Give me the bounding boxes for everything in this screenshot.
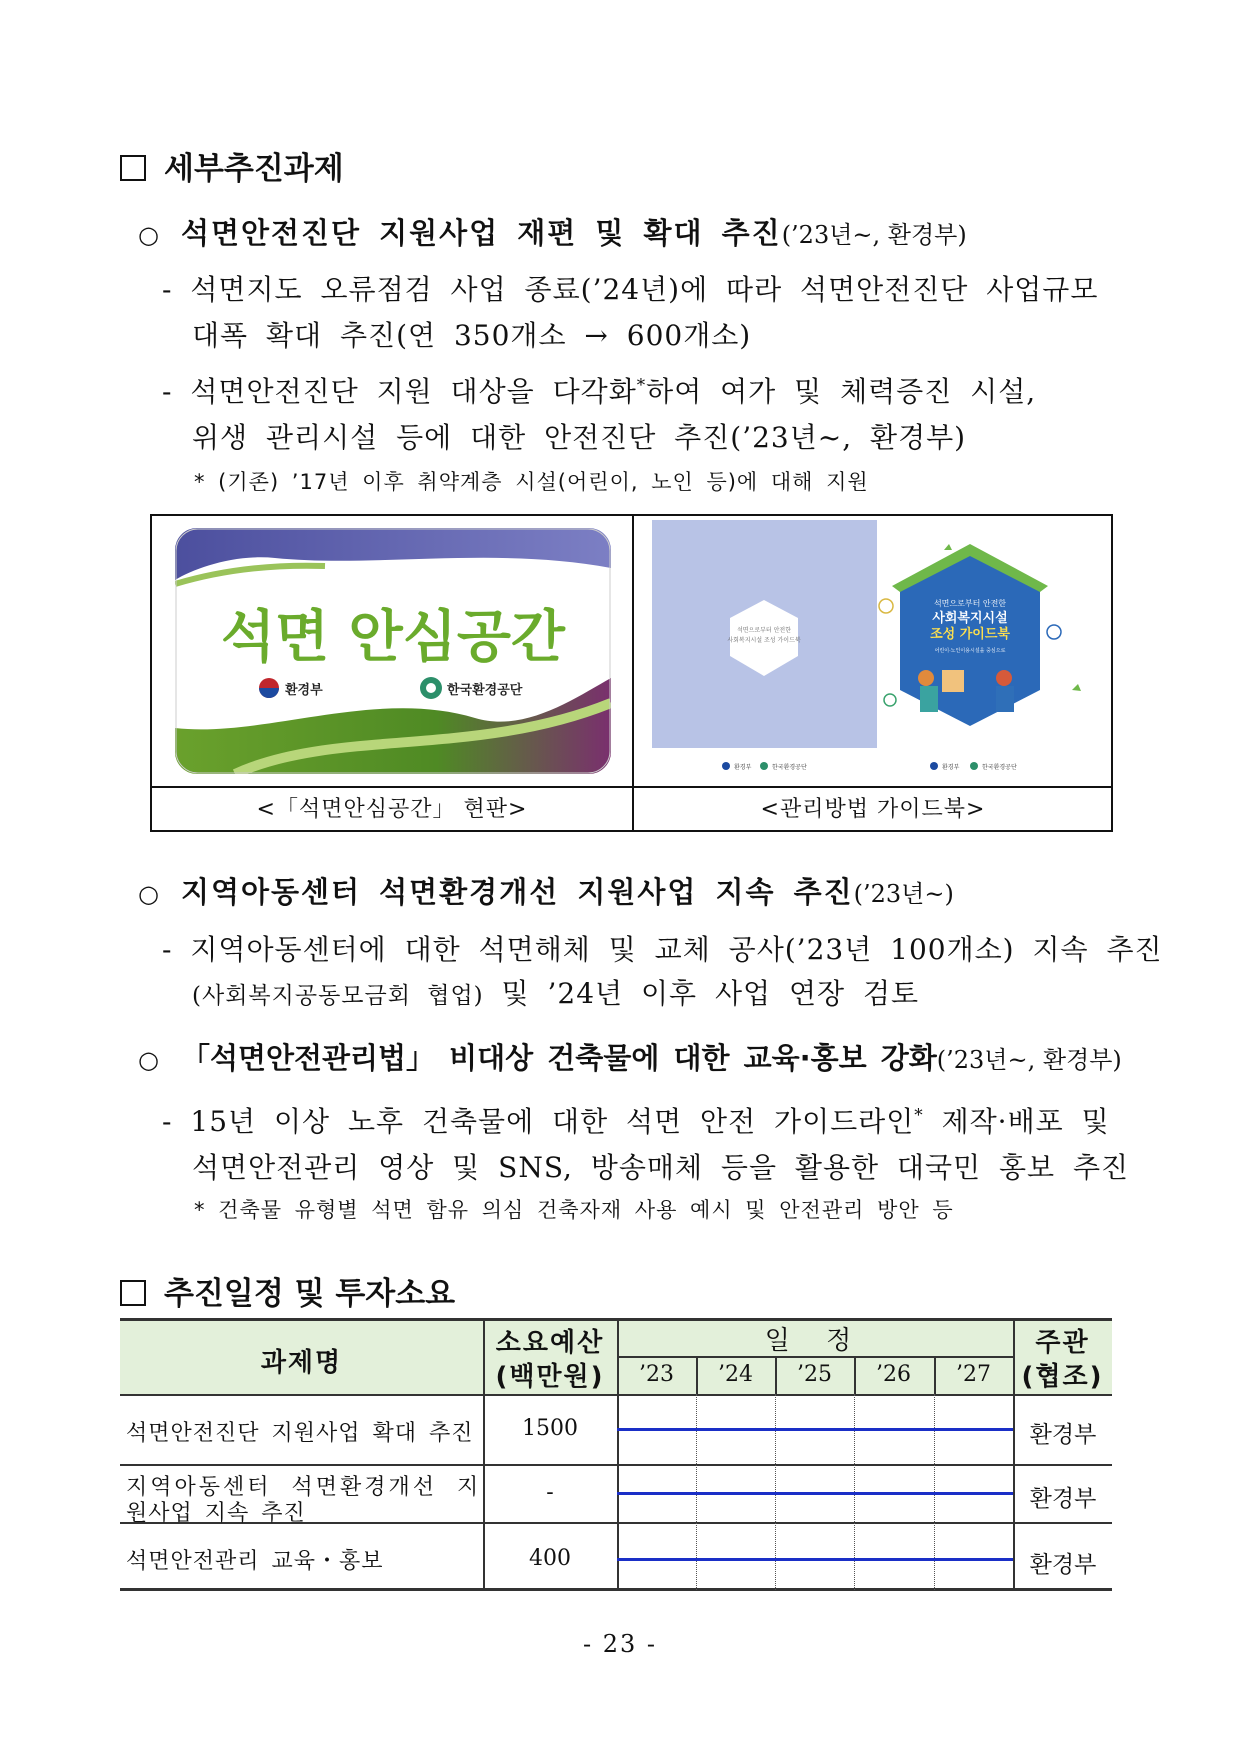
caption-guidebook: <관리방법 가이드북>: [760, 797, 986, 822]
svg-text:사회복지시설: 사회복지시설: [932, 611, 1008, 626]
header-schedule: 일 정: [764, 1326, 866, 1356]
svg-text:환경부: 환경부: [285, 683, 323, 698]
table-row-2-schedule-bar: [617, 1492, 1013, 1495]
header-task: 과제명: [260, 1348, 343, 1378]
table-row-2-org: 환경부: [1029, 1486, 1097, 1512]
item-1-dash-2-line-2: 위생 관리시설 등에 대한 안전진단 추진(’23년~, 환경부): [192, 421, 967, 454]
year-24: ’24: [718, 1362, 753, 1387]
svg-text:조성 가이드북: 조성 가이드북: [930, 627, 1010, 642]
table-row-1-task: 석면안전진단 지원사업 확대 추진: [126, 1421, 474, 1446]
asbestos-safe-space-sign-image: [175, 528, 611, 774]
item-1-footnote: * (기존) ’17년 이후 취약계층 시설(어린이, 노인 등)에 대해 지원: [194, 470, 869, 494]
item-1-dash-2-line-1: - 석면안전진단 지원 대상을 다각화*하여 여가 및 체력증진 시설,: [162, 374, 1037, 408]
header-budget-1: 소요예산: [495, 1328, 605, 1358]
table-row-3-schedule-bar: [617, 1558, 1013, 1561]
section-heading-schedule: 추진일정 및 투자소요: [120, 1268, 455, 1313]
checkbox-square-icon: [120, 155, 146, 181]
figure-table: [150, 514, 1113, 832]
svg-text:사회복지시설 조성 가이드북: 사회복지시설 조성 가이드북: [727, 637, 801, 644]
table-row-1-budget: 1500: [522, 1416, 578, 1441]
svg-text:한국환경공단: 한국환경공단: [772, 764, 807, 771]
svg-text:환경부: 환경부: [734, 764, 752, 771]
svg-text:석면으로부터 안전한: 석면으로부터 안전한: [933, 599, 1007, 608]
item-1-dash-1-line-1: - 석면지도 오류점검 사업 종료(’24년)에 따라 석면안전진단 사업규모: [162, 273, 1099, 306]
table-row-2-task-line-1: 지역아동센터 석면환경개선 지: [126, 1475, 482, 1500]
year-27: ’27: [956, 1362, 991, 1387]
checkbox-square-icon: [120, 1280, 146, 1306]
item-3-dash-1-line-1: - 15년 이상 노후 건축물에 대한 석면 안전 가이드라인* 제작·배포 및: [162, 1104, 1110, 1138]
item-2-dash-1-line-2: (사회복지공동모금회 협업) 및 ’24년 이후 사업 연장 검토: [192, 977, 920, 1010]
table-row-3-org: 환경부: [1029, 1552, 1097, 1578]
header-budget-2: (백만원): [495, 1362, 605, 1392]
header-org-2: (협조): [1021, 1362, 1104, 1392]
item-2-dash-1-line-1: - 지역아동센터에 대한 석면해체 및 교체 공사(’23년 100개소) 지속 추진: [162, 933, 1163, 966]
year-23: ’23: [639, 1362, 674, 1387]
item-3-dash-1-line-2: 석면안전관리 영상 및 SNS, 방송매체 등을 활용한 대국민 홍보 추진: [192, 1151, 1130, 1184]
schedule-table: [120, 1318, 1112, 1591]
svg-text:환경부: 환경부: [942, 764, 960, 771]
table-row-1-org: 환경부: [1029, 1422, 1097, 1448]
table-row-2-budget: -: [546, 1480, 554, 1505]
item-3-footnote: * 건축물 유형별 석면 함유 의심 건축자재 사용 예시 및 안전관리 방안 등: [194, 1198, 954, 1222]
header-org-1: 주관: [1035, 1328, 1090, 1358]
item-3-title: ○ 「석면안전관리법」 비대상 건축물에 대한 교육·홍보 강화(’23년~, 환경부): [138, 1041, 1122, 1075]
svg-text:한국환경공단: 한국환경공단: [982, 764, 1017, 771]
svg-text:한국환경공단: 한국환경공단: [447, 683, 523, 698]
item-1-dash-1-line-2: 대폭 확대 추진(연 350개소 → 600개소): [192, 319, 752, 352]
table-row-1-schedule-bar: [617, 1428, 1013, 1431]
table-row-2-task-line-2: 원사업 지속 추진: [126, 1501, 306, 1526]
year-26: ’26: [876, 1362, 911, 1387]
svg-text:석면 안심공간: 석면 안심공간: [220, 605, 566, 670]
table-row-3-task: 석면안전관리 교육・홍보: [126, 1549, 384, 1574]
year-25: ’25: [797, 1362, 832, 1387]
item-1-title: ○ 석면안전진단 지원사업 재편 및 확대 추진(’23년~, 환경부): [138, 216, 967, 250]
page-number: - 23 -: [582, 1630, 657, 1658]
caption-sign: <「석면안심공간」 현판>: [256, 797, 528, 822]
item-2-title: ○ 지역아동센터 석면환경개선 지원사업 지속 추진(’23년~): [138, 875, 954, 909]
svg-text:어린이·노인이용시설을 중심으로: 어린이·노인이용시설을 중심으로: [934, 648, 1006, 654]
svg-text:석면으로부터 안전한: 석면으로부터 안전한: [736, 627, 792, 634]
circle-bullet-icon: ○: [138, 1046, 159, 1074]
section-heading-details: 세부추진과제: [120, 143, 344, 188]
circle-bullet-icon: ○: [138, 221, 159, 249]
table-row-3-budget: 400: [529, 1546, 571, 1571]
guidebook-cover-image: [652, 520, 1104, 782]
circle-bullet-icon: ○: [138, 880, 159, 908]
